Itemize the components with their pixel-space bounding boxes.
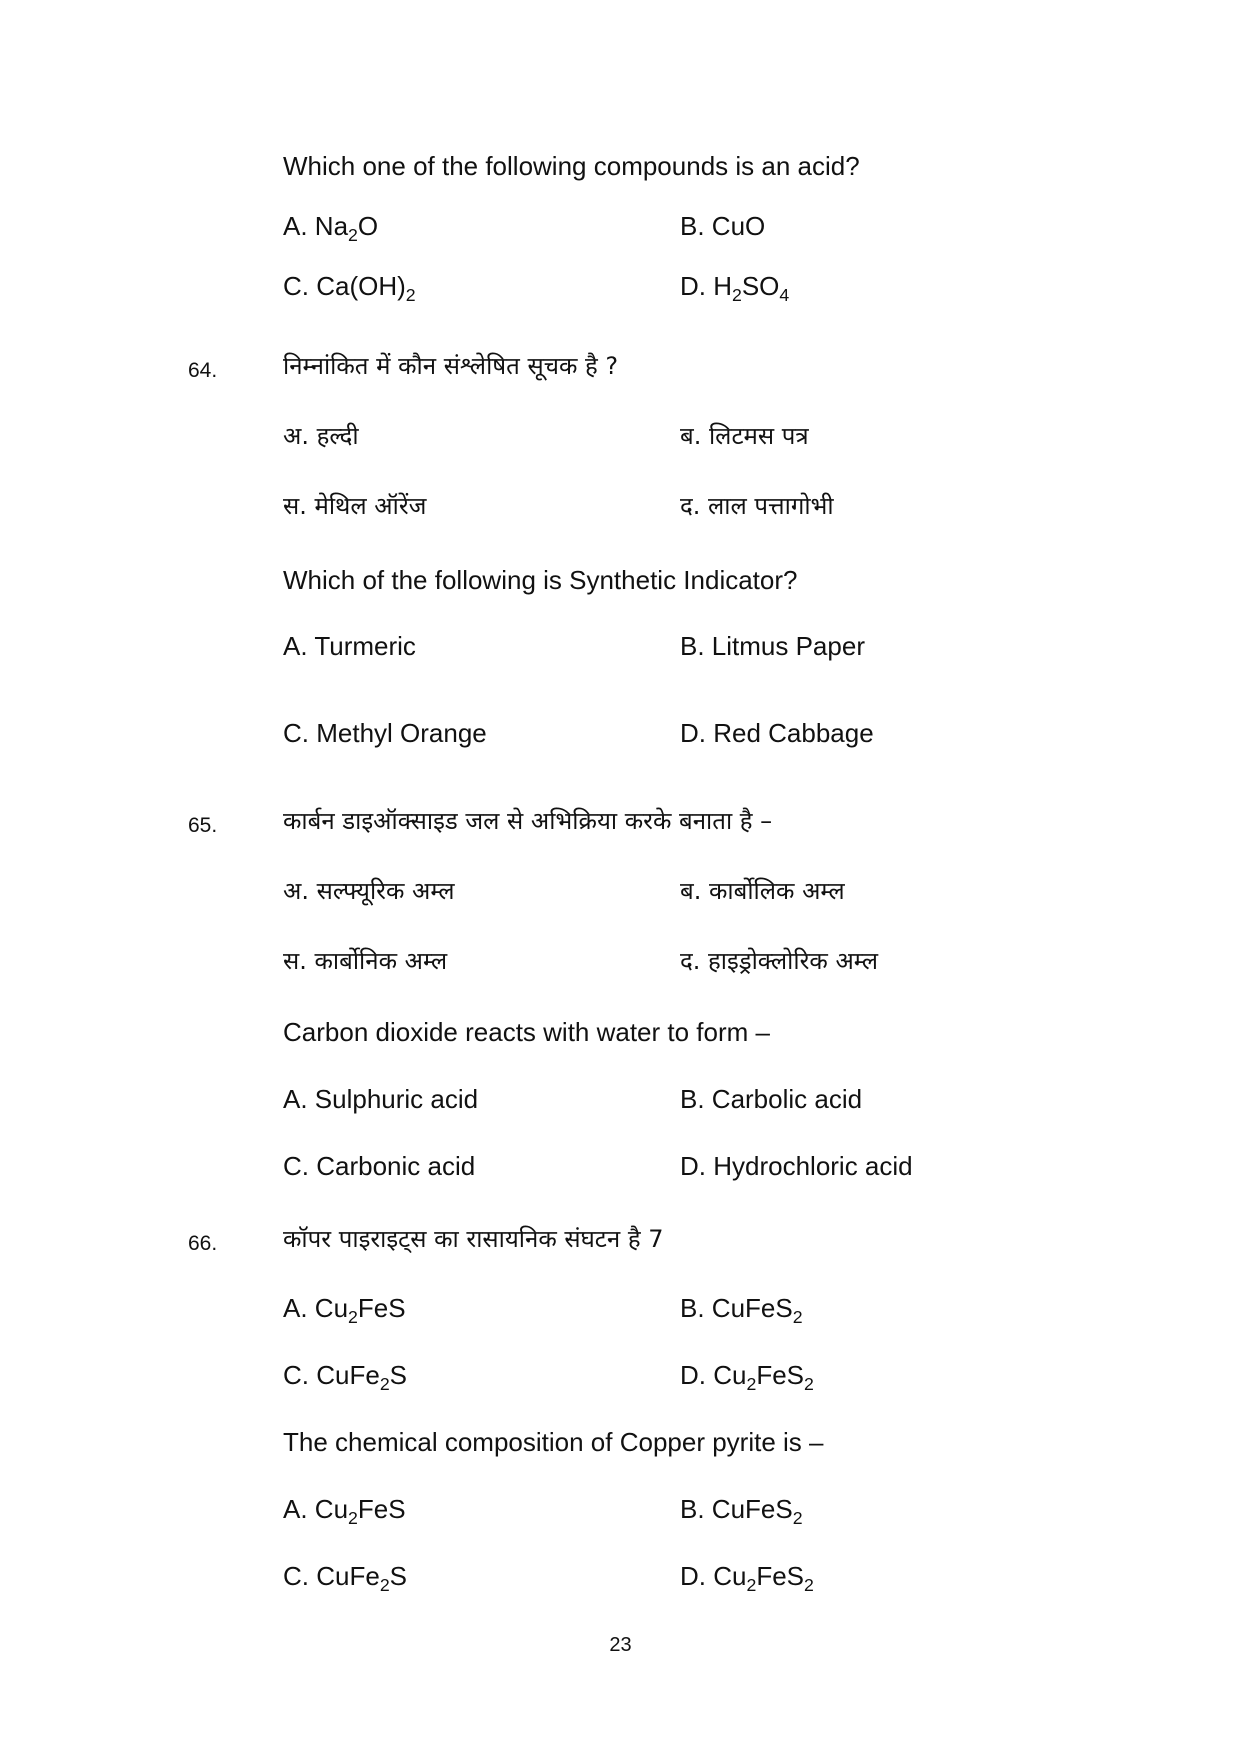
q65-option-d-hi: द. हाइड्रोक्लोरिक अम्ल [680, 947, 878, 975]
q65-option-b-hi: ब. कार्बोलिक अम्ल [680, 877, 845, 905]
formula-text: D. Cu [680, 1561, 747, 1591]
q64-option-a-en: A. Turmeric [283, 631, 416, 661]
subscript: 2 [405, 285, 416, 306]
subscript: 2 [746, 1374, 757, 1395]
q66-question-hi: कॉपर पाइराइट्स का रासायनिक संघटन है 7 [283, 1225, 664, 1253]
q66-set2-option-b [680, 1493, 803, 1529]
formula-text: O [357, 211, 379, 241]
q66-set2-option-a [283, 1493, 406, 1529]
q65-option-c-hi: स. कार्बोनिक अम्ल [283, 947, 448, 975]
q64-option-b-hi: ब. लिटमस पत्र [680, 422, 809, 450]
formula-text: C. Ca(OH) [283, 271, 406, 301]
formula-text: D. Cu [680, 1360, 747, 1390]
q65-question-en: Carbon dioxide reacts with water to form – [283, 1017, 770, 1047]
q63-option-a [283, 210, 379, 246]
q66-set2-option-d [680, 1560, 814, 1596]
subscript: 2 [804, 1575, 814, 1596]
formula-text: FeS [756, 1561, 804, 1591]
q65-question-hi: कार्बन डाइऑक्साइड जल से अभिक्रिया करके बनाता है – [283, 807, 773, 835]
subscript: 2 [348, 1508, 358, 1529]
q66-set1-option-b [680, 1292, 803, 1328]
q64-question-hi: निम्नांकित में कौन संश्लेषित सूचक है ? [283, 352, 619, 380]
subscript: 2 [804, 1374, 814, 1395]
q64-option-c-hi: स. मेथिल ऑरेंज [283, 492, 427, 520]
q65-option-b-en: B. Carbolic acid [680, 1084, 863, 1114]
subscript: 2 [348, 1307, 358, 1328]
formula-text: D. H [680, 271, 732, 301]
formula-text: FeS [357, 1293, 406, 1323]
q64-option-d-hi: द. लाल पत्तागोभी [680, 492, 834, 520]
q66-set2-option-c [283, 1560, 407, 1596]
q65-number: 65. [188, 814, 218, 837]
formula-text: A. Cu [283, 1494, 349, 1524]
subscript: 2 [732, 285, 742, 306]
formula-text: SO [741, 271, 780, 301]
q65-option-a-en: A. Sulphuric acid [283, 1084, 479, 1114]
q64-option-a-hi: अ. हल्दी [283, 422, 359, 450]
q65-option-c-en: C. Carbonic acid [283, 1151, 476, 1181]
formula-text: C. CuFe [283, 1360, 380, 1390]
subscript: 2 [348, 225, 358, 246]
formula-text: FeS [756, 1360, 804, 1390]
formula-text: FeS [357, 1494, 406, 1524]
q63-option-b [680, 210, 765, 242]
formula-text: A. Na [283, 211, 349, 241]
q64-question-en: Which of the following is Synthetic Indicator? [283, 565, 798, 595]
subscript: 2 [792, 1307, 803, 1328]
q64-option-c-en: C. Methyl Orange [283, 718, 487, 748]
subscript: 2 [379, 1374, 390, 1395]
q65-option-d-en: D. Hydrochloric acid [680, 1151, 913, 1181]
formula-text: S [389, 1360, 407, 1390]
q63-option-c [283, 270, 416, 306]
formula-text: B. CuO [680, 211, 766, 241]
subscript: 2 [379, 1575, 390, 1596]
formula-text: B. CuFeS [680, 1494, 793, 1524]
q66-set1-option-a [283, 1292, 406, 1328]
subscript: 2 [792, 1508, 803, 1529]
formula-text: B. CuFeS [680, 1293, 793, 1323]
q64-option-b-en: B. Litmus Paper [680, 631, 865, 661]
subscript: 2 [746, 1575, 757, 1596]
q64-number: 64. [188, 359, 218, 382]
q66-question-en: The chemical composition of Copper pyrite is – [283, 1427, 824, 1457]
subscript: 4 [779, 285, 790, 306]
q66-set1-option-c [283, 1359, 407, 1395]
q66-set1-option-d [680, 1359, 814, 1395]
q65-option-a-hi: अ. सल्फ्यूरिक अम्ल [283, 877, 455, 905]
formula-text: S [389, 1561, 407, 1591]
formula-text: C. CuFe [283, 1561, 380, 1591]
formula-text: A. Cu [283, 1293, 349, 1323]
q63-question-en: Which one of the following compounds is an acid? [283, 151, 860, 181]
q63-option-d [680, 270, 790, 306]
page-number: 23 [609, 1634, 632, 1656]
q66-number: 66. [188, 1232, 218, 1255]
q64-option-d-en: D. Red Cabbage [680, 718, 874, 748]
